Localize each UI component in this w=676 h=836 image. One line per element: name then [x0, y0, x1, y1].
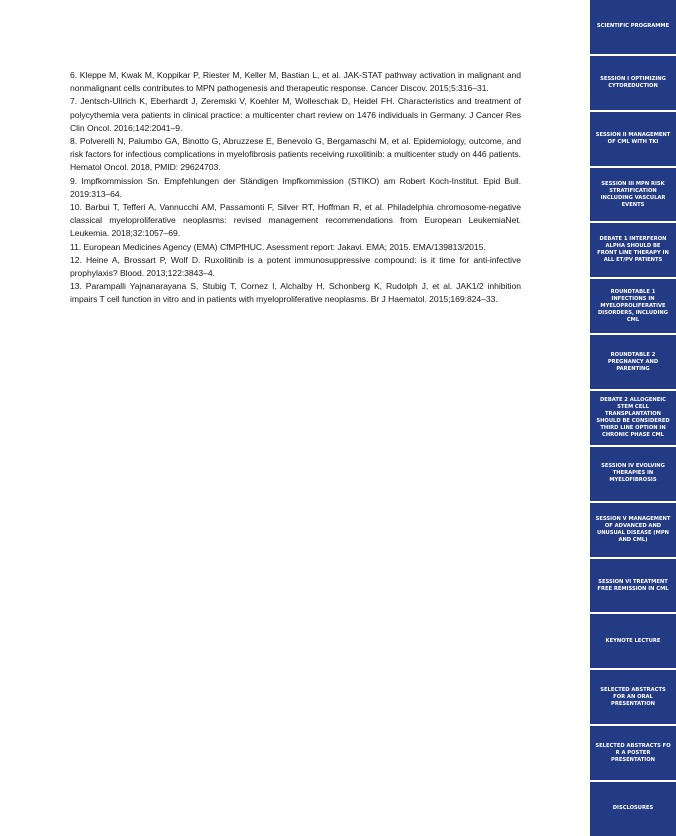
nav-poster-abstracts[interactable]: SELECTED ABSTRACTS FO R A POSTER PRESENTATION — [590, 726, 676, 780]
reference-item: 12. Heine A, Brossart P, Wolf D. Ruxolitinib is a potent immunosuppressive compound: is it time for anti-infective prophylaxis? Blood. 2013;122:3843–4. — [70, 254, 521, 279]
nav-session-3[interactable]: SESSION III MPN RISK STRATIFICATION INCLUDING VASCULAR EVENTS — [590, 168, 676, 222]
nav-session-2[interactable]: SESSION II MANAGEMENT OF CML WITH TKI — [590, 112, 676, 166]
reference-item: 9. Impfkommission Sn. Empfehlungen der Ständigen Impfkommission (STIKO) am Robert Koch-Institut. Epid Bull. 2019:313–64. — [70, 175, 521, 199]
nav-roundtable-2[interactable]: ROUNDTABLE 2 PREGNANCY AND PARENTING — [590, 335, 676, 389]
reference-item: 13. Parampalli Yajnanarayana S, Stubig T, Cornez I, Alchalby H, Schonberg K, Rudolph J, et al. JAK1/2 inhibition impairs T cell function in vitro and in patients with myeloproliferative neoplasms. Br J Haematol. 2015;169:824–33. — [70, 281, 521, 305]
reference-list — [70, 69, 521, 307]
nav-roundtable-1[interactable]: ROUNDTABLE 1 INFECTIONS IN MYELOPROLIFERATIVE DISORDERS, INCLUDING CML — [590, 279, 676, 333]
nav-keynote-lecture[interactable]: KEYNOTE LECTURE — [590, 614, 676, 668]
nav-session-1[interactable]: SESSION I OPTIMIZING CYTOREDUCTION — [590, 56, 676, 110]
reference-item: 6. Kleppe M, Kwak M, Koppikar P, Riester M, Keller M, Bastian L, et al. JAK-STAT pathway activation in malignant and nonmalignant cells contributes to MPN pathogenesis and therapeutic response. Cancer Discov. 2015;5:316–31. — [70, 70, 521, 94]
nav-debate-2[interactable]: DEBATE 2 ALLOGENEIC STEM CELL TRANSPLANTATION SHOULD BE CONSIDERED THIRD LINE OPTION IN CHRONIC PHASE CML — [590, 391, 676, 445]
nav-session-5[interactable]: SESSION V MANAGEMENT OF ADVANCED AND UNUSUAL DISEASE (MPN AND CML) — [590, 503, 676, 557]
reference-item: 11. European Medicines Agency (EMA) CfMPfHUC. Asessment report: Jakavi. EMA; 2015. EMA/139813/2015. — [70, 241, 486, 252]
nav-session-4[interactable]: SESSION IV EVOLVING THERAPIES IN MYELOFIBROSIS — [590, 447, 676, 501]
reference-item: 10. Barbui T, Tefferi A, Vannucchi AM, Passamonti F, Silver RT, Hoffman R, et al. Philadelphia chromosome-negative classical myeloproliferative neoplasms: revised management recommendations from European LeukemiaNet. Leukemia. 2018;32:1057–69. — [70, 202, 521, 239]
nav-session-6[interactable]: SESSION VI TREATMENT FREE REMISSION IN CML — [590, 559, 676, 613]
reference-item: 8. Polverelli N, Palumbo GA, Binotto G, Abruzzese E, Benevolo G, Bergamaschi M, et al. Epidemiology, outcome, and risk factors for infectious complications in myelofibrosis patients receiving ruxolitinib: a multicenter study on 446 patients. Hematol Oncol. 2018, PMID: 29624703. — [70, 136, 521, 173]
nav-disclosures[interactable]: DISCLOSURES — [590, 782, 676, 836]
nav-scientific-programme[interactable]: SCIENTIFIC PROGRAMME — [590, 0, 676, 54]
section-navigation-sidebar — [590, 0, 676, 836]
nav-debate-1[interactable]: DEBATE 1 INTERFERON ALPHA SHOULD BE FRONT LINE THERAPY IN ALL ET/PV PATIENTS — [590, 223, 676, 277]
reference-item: 7. Jentsch-Ullrich K, Eberhardt J, Zeremski V, Koehler M, Wolleschak D, Heidel FH. Characteristics and treatment of polycythemia vera patients in clinical practice: a multicenter chart review on 1476 individuals in Germany. J Cancer Res Clin Oncol. 2016;142:2041–9. — [70, 96, 521, 133]
nav-oral-abstracts[interactable]: SELECTED ABSTRACTS FOR AN ORAL PRESENTATION — [590, 670, 676, 724]
